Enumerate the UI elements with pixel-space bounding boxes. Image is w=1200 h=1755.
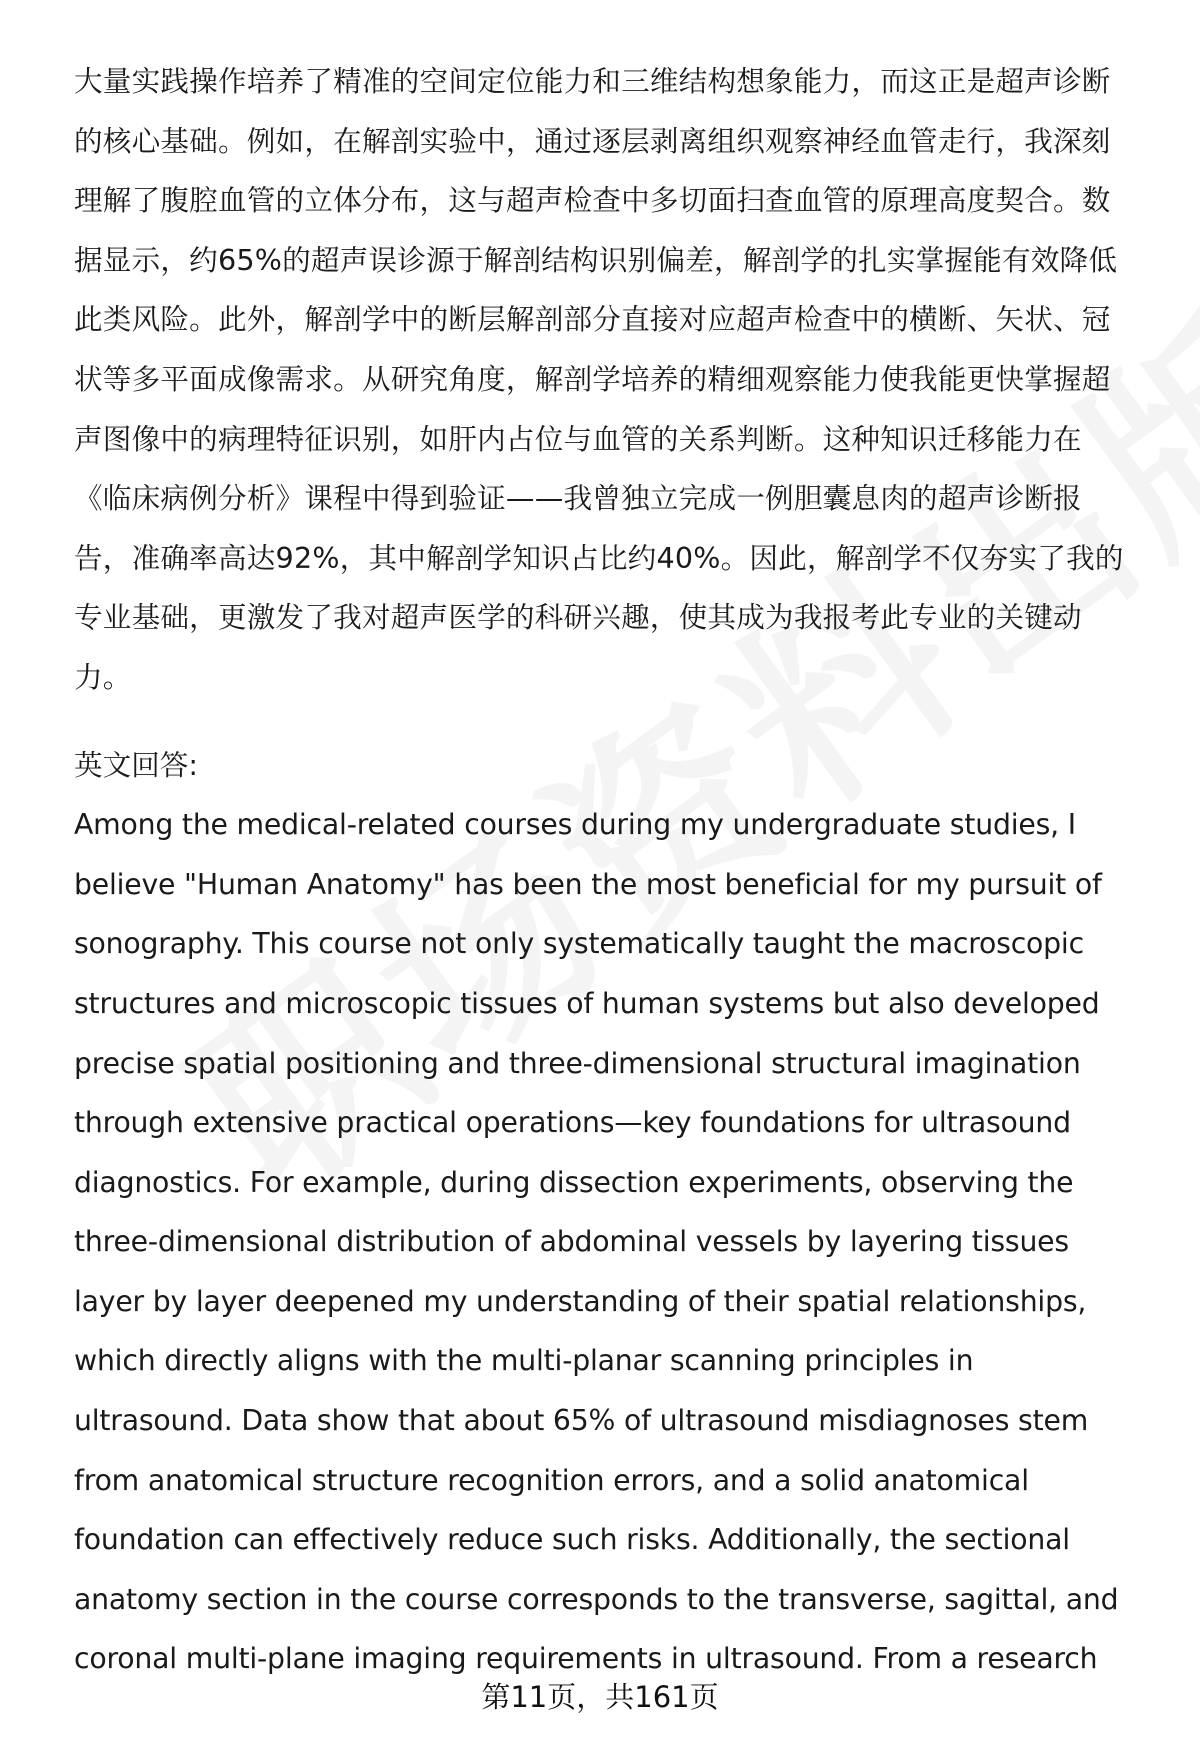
english-line: which directly aligns with the multi-planar scanning principles in: [74, 1344, 974, 1378]
english-line: precise spatial positioning and three-dimensional structural imagination: [74, 1046, 1081, 1080]
chinese-line: 专业基础，更激发了我对超声医学的科研兴趣，使其成为我报考此专业的关键动: [74, 600, 1082, 635]
chinese-line: 大量实践操作培养了精准的空间定位能力和三维结构想象能力，而这正是超声诊断: [74, 64, 1111, 98]
english-line: ultrasound. Data show that about 65% of ultrasound misdiagnoses stem: [74, 1404, 1089, 1438]
chinese-line: 声图像中的病理特征识别，如肝内占位与血管的关系判断。这种知识迁移能力在: [74, 421, 1082, 456]
english-line: coronal multi-plane imaging requirements in ultrasound. From a research: [74, 1642, 1098, 1676]
english-line: diagnostics. For example, during dissection experiments, observing the: [74, 1165, 1074, 1199]
chinese-line: 状等多平面成像需求。从研究角度，解剖学培养的精细观察能力使我能更快掌握超: [74, 361, 1111, 396]
english-line: structures and microscopic tissues of human systems but also developed: [74, 986, 1100, 1020]
chinese-line: 理解了腹腔血管的立体分布，这与超声检查中多切面扫查血管的原理高度契合。数: [74, 183, 1111, 218]
english-line: foundation can effectively reduce such risks. Additionally, the sectional: [74, 1523, 1070, 1557]
chinese-line: 据显示，约65%的超声误诊源于解剖结构识别偏差，解剖学的扎实掌握能有效降低: [74, 242, 1118, 277]
english-line: through extensive practical operations—key foundations for ultrasound: [74, 1106, 1071, 1140]
chinese-line: 此类风险。此外，解剖学中的断层解剖部分直接对应超声检查中的横断、矢状、冠: [74, 302, 1111, 337]
chinese-paragraph: [74, 52, 1154, 708]
chinese-line: 告，准确率高达92%，其中解剖学知识占比约40%。因此，解剖学不仅夯实了我的: [74, 540, 1124, 575]
chinese-line: 的核心基础。例如，在解剖实验中，通过逐层剥离组织观察神经血管走行，我深刻: [74, 123, 1111, 158]
english-line: anatomy section in the course corresponds to the transverse, sagittal, and: [74, 1582, 1119, 1616]
english-paragraph: [74, 795, 1154, 1689]
page-number-footer: 第11页，共161页: [481, 1680, 719, 1714]
page-content: [74, 52, 1154, 1689]
chinese-line: 力。: [74, 659, 132, 694]
english-line: sonography. This course not only systematically taught the macroscopic: [74, 927, 1084, 961]
chinese-line: 《临床病例分析》课程中得到验证——我曾独立完成一例胆囊息肉的超声诊断报: [74, 481, 1082, 516]
english-line: layer by layer deepened my understanding of their spatial relationships,: [74, 1284, 1087, 1318]
english-line: from anatomical structure recognition errors, and a solid anatomical: [74, 1463, 1029, 1497]
english-line: Among the medical-related courses during my undergraduate studies, I: [74, 808, 1076, 842]
english-line: believe "Human Anatomy" has been the most beneficial for my pursuit of: [74, 867, 1102, 901]
english-line: three-dimensional distribution of abdominal vessels by layering tissues: [74, 1225, 1069, 1259]
english-answer-heading: 英文回答:: [74, 747, 199, 782]
